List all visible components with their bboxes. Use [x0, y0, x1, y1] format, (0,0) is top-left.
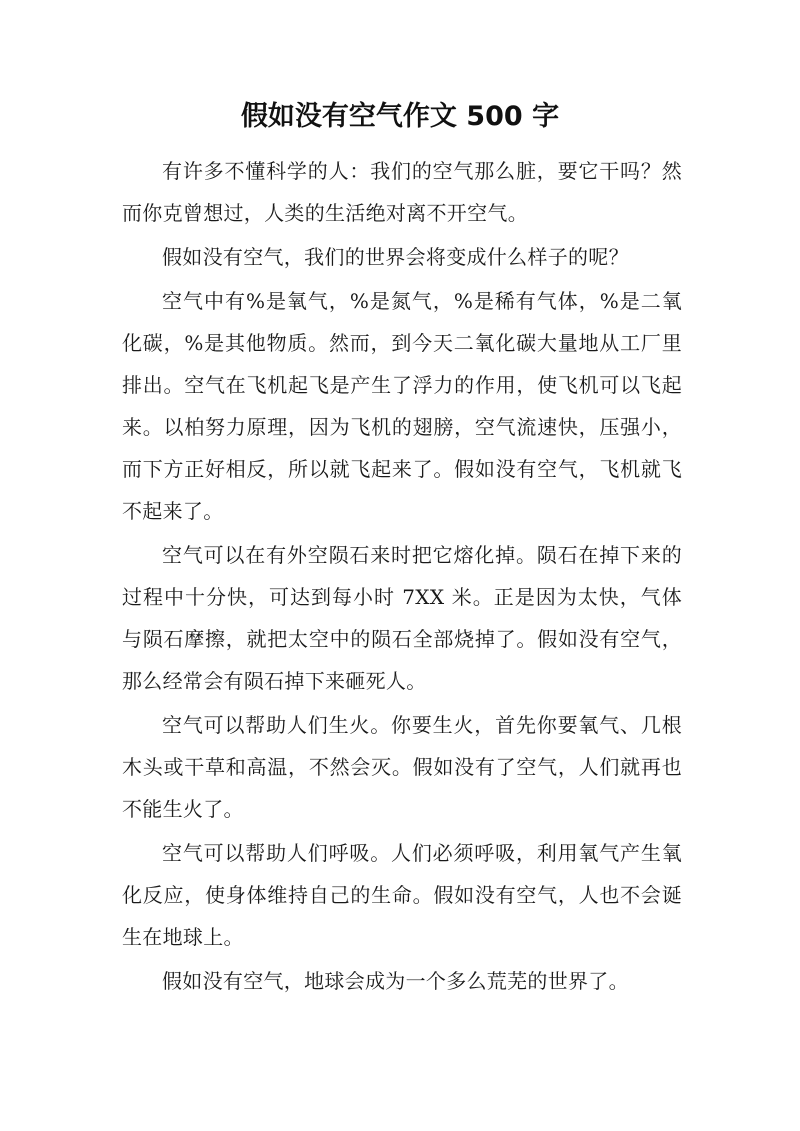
paragraph-7: 假如没有空气，地球会成为一个多么荒芜的世界了。 [162, 969, 629, 993]
paragraph-1: 有许多不懂科学的人：我们的空气那么脏，要它干吗？然而你克曾想过，人类的生活绝对离不开空气。 [122, 159, 682, 225]
paragraph-4: 空气可以在有外空陨石来时把它熔化掉。陨石在掉下来的过程中十分快，可达到每小时 7XX 米。正是因为太快，气体与陨石摩擦，就把太空中的陨石全部烧掉了。假如没有空气，那么经常会有陨石掉下来砸死人。 [122, 543, 682, 693]
paragraph-3: 空气中有%是氧气，%是氮气，%是稀有气体，%是二氧化碳，%是其他物质。然而，到今天二氧化碳大量地从工厂里排出。空气在飞机起飞是产生了浮力的作用，使飞机可以飞起来。以柏努力原理，因为飞机的翅膀，空气流速快，压强小，而下方正好相反，所以就飞起来了。假如没有空气，飞机就飞不起来了。 [122, 289, 682, 523]
document-body [122, 150, 682, 1004]
paragraph-6: 空气可以帮助人们呼吸。人们必须呼吸，利用氧气产生氧化反应，使身体维持自己的生命。假如没有空气，人也不会诞生在地球上。 [122, 841, 682, 949]
document-title: 假如没有空气作文 500 字 [240, 101, 560, 132]
paragraph-2: 假如没有空气，我们的世界会将变成什么样子的呢？ [162, 245, 629, 269]
paragraph-5: 空气可以帮助人们生火。你要生火，首先你要氧气、几根木头或干草和高温，不然会灭。假如没有了空气，人们就再也不能生火了。 [122, 713, 682, 821]
